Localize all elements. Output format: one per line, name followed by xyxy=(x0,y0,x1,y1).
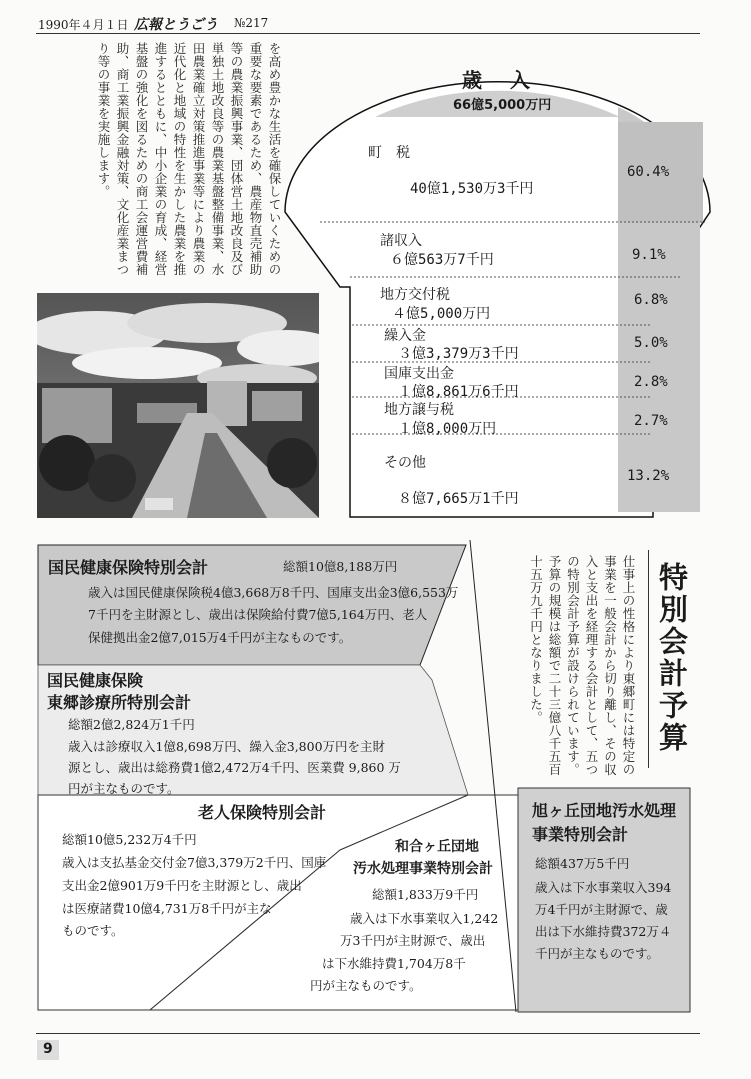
revenue-item-percent: 60.4% xyxy=(627,164,670,180)
nhi-line: 歳入は国民健康保険税4億3,668万8千円、国庫支出金3億6,553万 xyxy=(88,585,459,600)
issue-date: 1990年４月１日 xyxy=(38,18,129,32)
clinic-title-line2: 東郷診療所特別会計 xyxy=(47,693,192,712)
elderly-line: は医療諸費10億4,731万8千円が主な xyxy=(62,901,272,916)
asahigaoka-line: 歳入は下水事業収入394 xyxy=(535,880,672,895)
heading-rule xyxy=(648,550,649,768)
wagogaoka-line: は下水維持費1,704万8千 xyxy=(322,956,466,971)
footer-rule xyxy=(36,1033,700,1034)
wagogaoka-line: 歳入は下水事業収入1,242 xyxy=(350,911,499,926)
revenue-item-percent: 13.2% xyxy=(627,468,670,484)
revenue-item-amount: ４億5,000万円 xyxy=(392,306,491,322)
revenue-item-label: その他 xyxy=(384,455,426,471)
revenue-item-label: 町 税 xyxy=(368,145,410,161)
nhi-line: 保健拠出金2億7,015万4千円が主なものです。 xyxy=(88,630,352,645)
clinic-line: 歳入は診療収入1億8,698万円、繰入金3,800万円を主財 xyxy=(68,739,386,754)
nhi-line: 7千円を主財源とし、歳出は保険給付費7億5,164万円、老人 xyxy=(88,607,428,622)
revenue-item-amount: ８億7,665万1千円 xyxy=(398,491,519,507)
publication-title: 広報とうごう xyxy=(134,17,218,33)
page-number: 9 xyxy=(43,1041,53,1057)
elderly-total: 総額10億5,232万4千円 xyxy=(62,832,197,847)
special-accounts-intro: 仕事上の性格により東郷町には特定の事業を一般会計から切り離し、その収入と支出を経理する会計として、五つの特別会計予算が設けられています。予算の規模は総額で二十三億八千五百十五万九千円となりました。 xyxy=(528,555,636,776)
special-accounts-heading: 特別会計予算 xyxy=(655,562,689,754)
elderly-line: 支出金2億901万9千円を主財源とし、歳出 xyxy=(62,878,302,893)
issue-number: №217 xyxy=(234,16,269,30)
clinic-line: 源とし、歳出は総務費1億2,472万4千円、医業費 9,860 万 xyxy=(68,760,401,775)
revenue-item-amount: 40億1,530万3千円 xyxy=(410,181,534,197)
revenue-item-amount: １億8,861万6千円 xyxy=(398,384,519,400)
intro-body-text: を高め豊かな生活を確保していくための重要な要素であるため、農産物直売補助等の農業振興事業、団体営土地改良及び単独土地改良等の農業基盤整備事業、水田農業確立対策推進事業等により農業の近代化と地域の特性を生かした農業を推進するとともに、中小企業の育成、経営基盤の強化を図るための商工会運営費補助、商工業振興金融対策、文化産業まつり等の事業を実施します。 xyxy=(96,42,282,276)
asahigaoka-line: 出は下水維持費372万４ xyxy=(535,924,672,939)
asahigaoka-line: 万4千円が主財源で、歳 xyxy=(535,902,668,917)
revenue-item-percent: 5.0% xyxy=(634,335,668,351)
revenue-item-label: 地方譲与税 xyxy=(384,402,454,418)
nhi-title: 国民健康保険特別会計 xyxy=(48,558,209,577)
wagogaoka-total: 総額1,833万9千円 xyxy=(372,887,479,902)
asahigaoka-total: 総額437万5千円 xyxy=(535,856,630,871)
clinic-total: 総額2億2,824万1千円 xyxy=(68,717,195,732)
wagogaoka-title-line1: 和合ヶ丘団地 xyxy=(395,839,479,855)
revenue-item-percent: 2.8% xyxy=(634,374,668,390)
revenue-item-amount: ３億3,379万3千円 xyxy=(398,346,519,362)
revenue-item-label: 地方交付税 xyxy=(380,287,450,303)
revenue-item-amount: １億8,000万円 xyxy=(398,421,497,437)
wagogaoka-line: 万3千円が主財源で、歳出 xyxy=(340,933,486,948)
asahigaoka-title-line1: 旭ヶ丘団地汚水処理 xyxy=(532,801,677,820)
wagogaoka-line: 円が主なものです。 xyxy=(310,978,422,993)
revenue-item-label: 繰入金 xyxy=(384,328,426,344)
revenue-item-percent: 6.8% xyxy=(634,292,668,308)
revenue-item-percent: 9.1% xyxy=(632,247,666,263)
revenue-item-label: 諸収入 xyxy=(380,233,422,249)
elderly-line: 歳入は支払基金交付金7億3,379万2千円、国庫 xyxy=(62,855,327,870)
revenue-title: 歳 入 xyxy=(462,68,534,92)
revenue-item-amount: ６億563万7千円 xyxy=(390,252,494,268)
revenue-item-label: 国庫支出金 xyxy=(384,366,454,382)
elderly-line: ものです。 xyxy=(62,923,124,938)
revenue-total: 66億5,000万円 xyxy=(453,98,552,113)
clinic-title-line1: 国民健康保険 xyxy=(47,671,144,690)
asahigaoka-title-line2: 事業特別会計 xyxy=(532,825,629,844)
revenue-item-percent: 2.7% xyxy=(634,413,668,429)
asahigaoka-line: 千円が主なものです。 xyxy=(535,946,660,961)
clinic-line: 円が主なものです。 xyxy=(68,781,180,796)
wagogaoka-title-line2: 汚水処理事業特別会計 xyxy=(353,861,493,877)
elderly-title: 老人保険特別会計 xyxy=(198,803,327,822)
nhi-total: 総額10億8,188万円 xyxy=(283,559,398,574)
